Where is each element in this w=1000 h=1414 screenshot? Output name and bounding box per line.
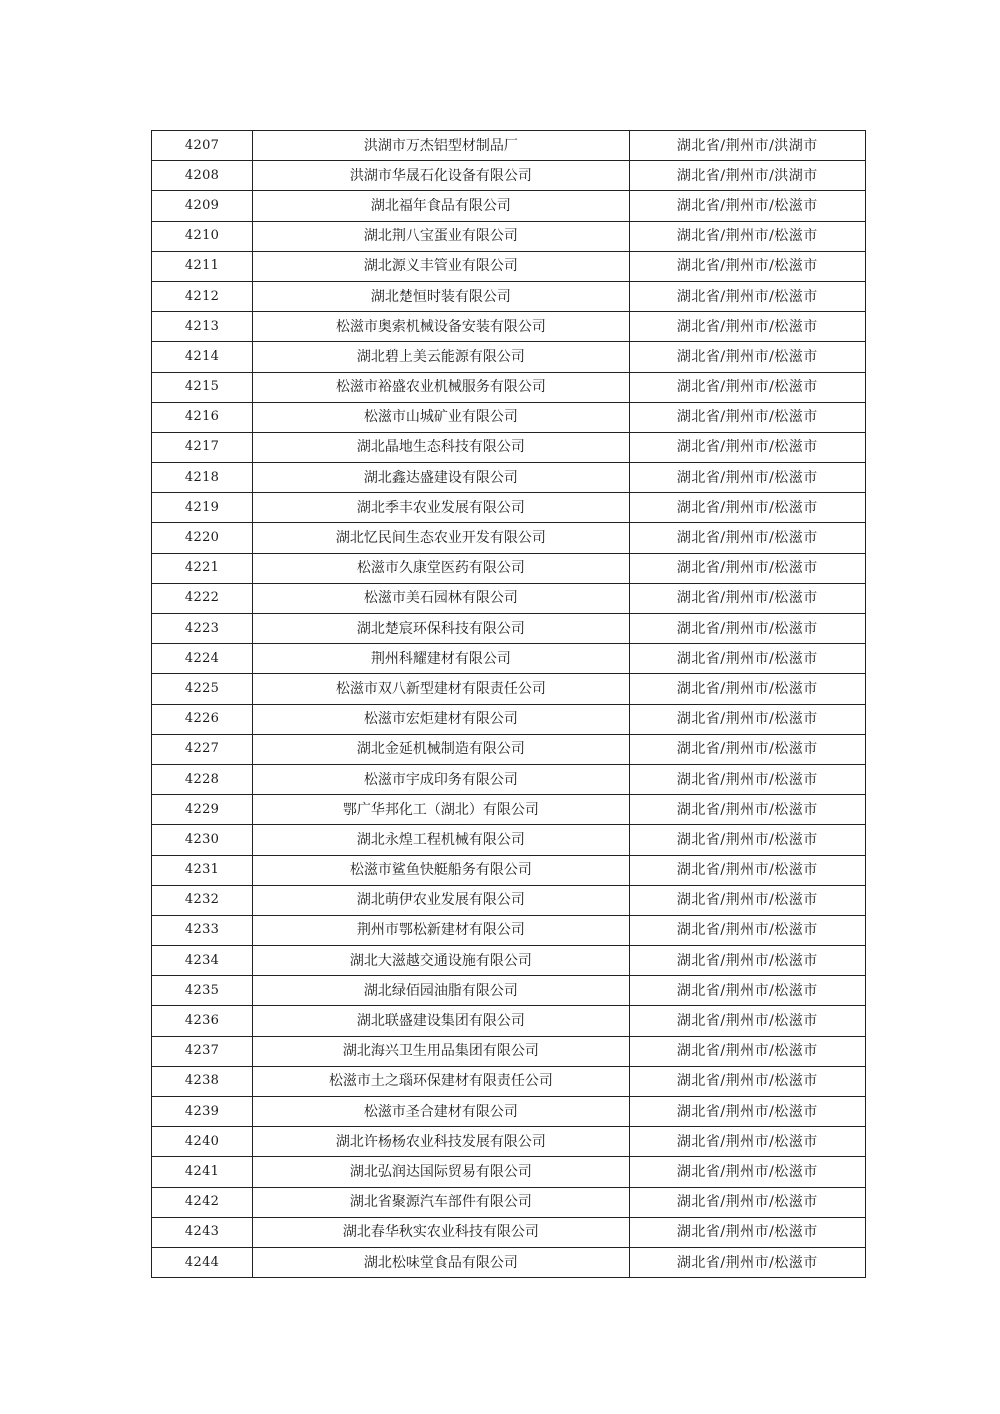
- region: 湖北省/荆州市/松滋市: [629, 432, 865, 462]
- region: 湖北省/荆州市/松滋市: [629, 976, 865, 1006]
- region: 湖北省/荆州市/松滋市: [629, 1247, 865, 1277]
- region: 湖北省/荆州市/松滋市: [629, 463, 865, 493]
- row-number: 4215: [152, 372, 253, 402]
- company-name: 松滋市鲨鱼快艇船务有限公司: [253, 855, 630, 885]
- company-table: [151, 130, 866, 1278]
- region: 湖北省/荆州市/松滋市: [629, 1036, 865, 1066]
- table-row: [152, 583, 866, 613]
- table-row: [152, 1157, 866, 1187]
- row-number: 4238: [152, 1066, 253, 1096]
- company-name: 湖北春华秋实农业科技有限公司: [253, 1217, 630, 1247]
- region: 湖北省/荆州市/松滋市: [629, 493, 865, 523]
- region: 湖北省/荆州市/松滋市: [629, 1157, 865, 1187]
- table-row: [152, 312, 866, 342]
- table-row: [152, 885, 866, 915]
- region: 湖北省/荆州市/松滋市: [629, 1006, 865, 1036]
- region: 湖北省/荆州市/松滋市: [629, 312, 865, 342]
- table-row: [152, 372, 866, 402]
- company-name: 湖北源义丰管业有限公司: [253, 251, 630, 281]
- company-name: 湖北松味堂食品有限公司: [253, 1247, 630, 1277]
- region: 湖北省/荆州市/松滋市: [629, 523, 865, 553]
- row-number: 4233: [152, 915, 253, 945]
- company-name: 松滋市裕盛农业机械服务有限公司: [253, 372, 630, 402]
- region: 湖北省/荆州市/松滋市: [629, 191, 865, 221]
- row-number: 4223: [152, 614, 253, 644]
- region: 湖北省/荆州市/松滋市: [629, 402, 865, 432]
- company-name: 湖北金延机械制造有限公司: [253, 734, 630, 764]
- company-name: 洪湖市万杰铝型材制品厂: [253, 131, 630, 161]
- row-number: 4234: [152, 946, 253, 976]
- company-name: 湖北碧上美云能源有限公司: [253, 342, 630, 372]
- company-name: 湖北忆民间生态农业开发有限公司: [253, 523, 630, 553]
- region: 湖北省/荆州市/松滋市: [629, 1127, 865, 1157]
- row-number: 4214: [152, 342, 253, 372]
- region: 湖北省/荆州市/松滋市: [629, 644, 865, 674]
- company-name: 湖北楚恒时装有限公司: [253, 281, 630, 311]
- table-row: [152, 764, 866, 794]
- row-number: 4213: [152, 312, 253, 342]
- company-name: 松滋市土之瑙环保建材有限责任公司: [253, 1066, 630, 1096]
- table-row: [152, 463, 866, 493]
- row-number: 4236: [152, 1006, 253, 1036]
- row-number: 4209: [152, 191, 253, 221]
- table-row: [152, 553, 866, 583]
- region: 湖北省/荆州市/松滋市: [629, 221, 865, 251]
- company-name: 荆州科耀建材有限公司: [253, 644, 630, 674]
- region: 湖北省/荆州市/松滋市: [629, 372, 865, 402]
- company-name: 湖北福年食品有限公司: [253, 191, 630, 221]
- region: 湖北省/荆州市/松滋市: [629, 674, 865, 704]
- table-row: [152, 795, 866, 825]
- company-name: 湖北绿佰园油脂有限公司: [253, 976, 630, 1006]
- table-row: [152, 1127, 866, 1157]
- row-number: 4221: [152, 553, 253, 583]
- company-name: 松滋市久康堂医药有限公司: [253, 553, 630, 583]
- table-row: [152, 161, 866, 191]
- table-row: [152, 976, 866, 1006]
- table-row: [152, 432, 866, 462]
- table-row: [152, 1217, 866, 1247]
- table-row: [152, 704, 866, 734]
- company-name: 湖北楚宸环保科技有限公司: [253, 614, 630, 644]
- row-number: 4228: [152, 764, 253, 794]
- row-number: 4243: [152, 1217, 253, 1247]
- company-name: 鄂广华邦化工（湖北）有限公司: [253, 795, 630, 825]
- region: 湖北省/荆州市/松滋市: [629, 704, 865, 734]
- row-number: 4230: [152, 825, 253, 855]
- region: 湖北省/荆州市/松滋市: [629, 251, 865, 281]
- row-number: 4231: [152, 855, 253, 885]
- company-name: 荆州市鄂松新建材有限公司: [253, 915, 630, 945]
- company-name: 湖北永煌工程机械有限公司: [253, 825, 630, 855]
- region: 湖北省/荆州市/松滋市: [629, 1097, 865, 1127]
- row-number: 4220: [152, 523, 253, 553]
- company-name: 湖北弘润达国际贸易有限公司: [253, 1157, 630, 1187]
- table-row: [152, 1247, 866, 1277]
- row-number: 4210: [152, 221, 253, 251]
- region: 湖北省/荆州市/松滋市: [629, 583, 865, 613]
- row-number: 4235: [152, 976, 253, 1006]
- table-row: [152, 1097, 866, 1127]
- row-number: 4212: [152, 281, 253, 311]
- company-name: 湖北省聚源汽车部件有限公司: [253, 1187, 630, 1217]
- table-row: [152, 915, 866, 945]
- company-name: 松滋市双八新型建材有限责任公司: [253, 674, 630, 704]
- region: 湖北省/荆州市/松滋市: [629, 1187, 865, 1217]
- row-number: 4208: [152, 161, 253, 191]
- row-number: 4227: [152, 734, 253, 764]
- row-number: 4226: [152, 704, 253, 734]
- region: 湖北省/荆州市/松滋市: [629, 1066, 865, 1096]
- table-row: [152, 825, 866, 855]
- row-number: 4241: [152, 1157, 253, 1187]
- table-row: [152, 191, 866, 221]
- company-name: 松滋市山城矿业有限公司: [253, 402, 630, 432]
- row-number: 4216: [152, 402, 253, 432]
- row-number: 4211: [152, 251, 253, 281]
- table-row: [152, 855, 866, 885]
- row-number: 4240: [152, 1127, 253, 1157]
- company-name: 湖北荆八宝蛋业有限公司: [253, 221, 630, 251]
- table-row: [152, 402, 866, 432]
- table-row: [152, 1066, 866, 1096]
- row-number: 4239: [152, 1097, 253, 1127]
- row-number: 4237: [152, 1036, 253, 1066]
- region: 湖北省/荆州市/松滋市: [629, 915, 865, 945]
- region: 湖北省/荆州市/松滋市: [629, 825, 865, 855]
- company-name: 湖北季丰农业发展有限公司: [253, 493, 630, 523]
- row-number: 4207: [152, 131, 253, 161]
- row-number: 4232: [152, 885, 253, 915]
- company-name: 松滋市宏炬建材有限公司: [253, 704, 630, 734]
- table-row: [152, 1187, 866, 1217]
- table-row: [152, 644, 866, 674]
- company-name: 湖北大滋越交通设施有限公司: [253, 946, 630, 976]
- region: 湖北省/荆州市/洪湖市: [629, 161, 865, 191]
- region: 湖北省/荆州市/松滋市: [629, 281, 865, 311]
- row-number: 4224: [152, 644, 253, 674]
- table-row: [152, 493, 866, 523]
- region: 湖北省/荆州市/松滋市: [629, 764, 865, 794]
- table-row: [152, 251, 866, 281]
- company-name: 松滋市圣合建材有限公司: [253, 1097, 630, 1127]
- table-row: [152, 734, 866, 764]
- company-name: 松滋市宇成印务有限公司: [253, 764, 630, 794]
- region: 湖北省/荆州市/松滋市: [629, 734, 865, 764]
- region: 湖北省/荆州市/松滋市: [629, 795, 865, 825]
- region: 湖北省/荆州市/洪湖市: [629, 131, 865, 161]
- row-number: 4219: [152, 493, 253, 523]
- region: 湖北省/荆州市/松滋市: [629, 1217, 865, 1247]
- row-number: 4225: [152, 674, 253, 704]
- table-row: [152, 1006, 866, 1036]
- region: 湖北省/荆州市/松滋市: [629, 342, 865, 372]
- table-row: [152, 674, 866, 704]
- table-row: [152, 946, 866, 976]
- row-number: 4217: [152, 432, 253, 462]
- region: 湖北省/荆州市/松滋市: [629, 946, 865, 976]
- company-name: 湖北许杨杨农业科技发展有限公司: [253, 1127, 630, 1157]
- table-row: [152, 342, 866, 372]
- company-name: 湖北晶地生态科技有限公司: [253, 432, 630, 462]
- company-name: 松滋市奥索机械设备安装有限公司: [253, 312, 630, 342]
- table-row: [152, 523, 866, 553]
- company-name: 湖北萌伊农业发展有限公司: [253, 885, 630, 915]
- company-name: 湖北鑫达盛建设有限公司: [253, 463, 630, 493]
- company-name: 湖北联盛建设集团有限公司: [253, 1006, 630, 1036]
- company-name: 湖北海兴卫生用品集团有限公司: [253, 1036, 630, 1066]
- company-name: 洪湖市华晟石化设备有限公司: [253, 161, 630, 191]
- table-row: [152, 131, 866, 161]
- company-name: 松滋市美石园林有限公司: [253, 583, 630, 613]
- row-number: 4244: [152, 1247, 253, 1277]
- region: 湖北省/荆州市/松滋市: [629, 855, 865, 885]
- row-number: 4229: [152, 795, 253, 825]
- row-number: 4218: [152, 463, 253, 493]
- region: 湖北省/荆州市/松滋市: [629, 885, 865, 915]
- company-table-body: [152, 131, 866, 1278]
- row-number: 4222: [152, 583, 253, 613]
- table-row: [152, 614, 866, 644]
- row-number: 4242: [152, 1187, 253, 1217]
- region: 湖北省/荆州市/松滋市: [629, 614, 865, 644]
- table-row: [152, 221, 866, 251]
- table-row: [152, 281, 866, 311]
- table-row: [152, 1036, 866, 1066]
- region: 湖北省/荆州市/松滋市: [629, 553, 865, 583]
